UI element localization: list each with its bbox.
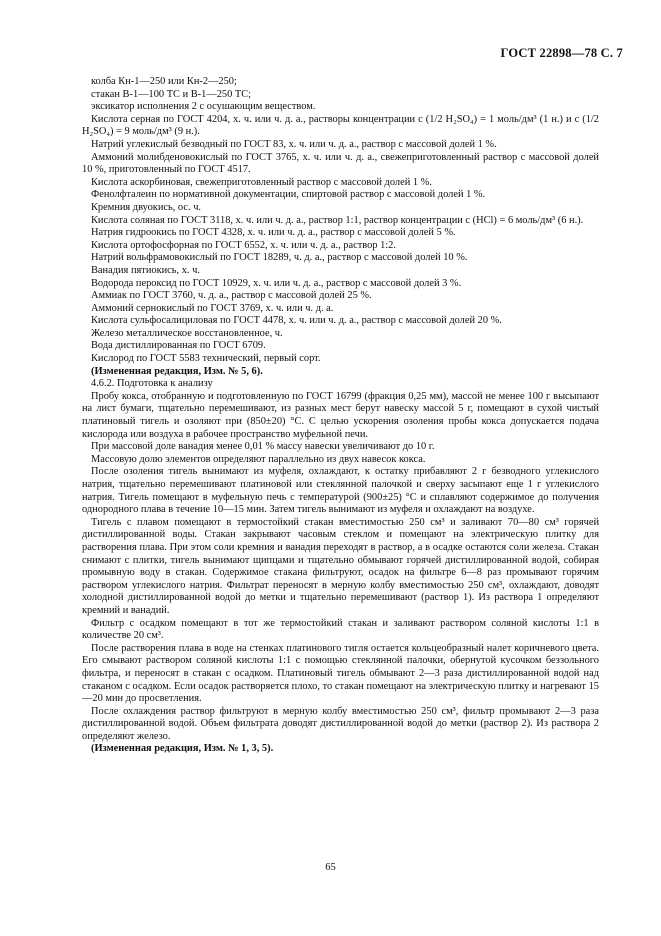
document-body bbox=[82, 76, 599, 756]
paragraph: 4.6.2. Подготовка к анализу bbox=[91, 378, 213, 390]
paragraph: После растворения плава в воде на стенках платинового тигля остается кольцеобразный налет коричневого цвета. Его смывают раствором соляной кислоты 1:1 с помощью стеклянной палочки, обернутой кусочком беззольного фильтра, и переносят в стакан с осадком. Платиновый тигель обмывают 2—3 раза дистиллированной водой над стаканом с осадком. Если осадок растворяется плохо, то стакан помещают на электрическую плитку и нагревают 15—20 мин до просветления. bbox=[82, 642, 599, 705]
paragraph: Аммиак по ГОСТ 3760, ч. д. а., раствор с массовой долей 25 %. bbox=[91, 290, 372, 302]
paragraph: Кислота серная по ГОСТ 4204, х. ч. или ч. д. а., растворы концентрации с (1/2 H₂SO₄) = 1 моль/дм³ (1 н.) и с (1/2 H₂SO₄) = 9 моль/дм³ (9 н.). bbox=[82, 113, 599, 138]
paragraph: Пробу кокса, отобранную и подготовленную по ГОСТ 16799 (фракция 0,25 мм), массой не менее 100 г высыпают на лист бумаги, тщательно перемешивают, из разных мест берут навеску массой 5 г, помещают в сухой чистый платиновый тигель и озоляют при (850±20) °С. С целью ускорения озоления пробы кокса допускается подача кислорода или воздуха в рабочее пространство муфельной печи. bbox=[82, 390, 599, 440]
paragraph: Кислород по ГОСТ 5583 технический, первый сорт. bbox=[91, 353, 321, 365]
paragraph: стакан В-1—100 ТС и В-1—250 ТС; bbox=[91, 88, 252, 100]
paragraph: После озоления тигель вынимают из муфеля, охлаждают, к остатку прибавляют 2 г безводного углекислого натрия, тщательно перемешивают платиновой или стеклянной палочкой и сверху засыпают еще 1 г углекислого натрия. Тигель помещают в муфельную печь с температурой (900±25) °С и сплавляют содержимое до получения однородного плава в течение 10—15 мин. Затем тигель вынимают из муфеля и охлаждают на воздухе. bbox=[82, 466, 599, 516]
paragraph: Аммоний молибденовокислый по ГОСТ 3765, х. ч. или ч. д. а., свежеприготовленный раствор с массовой долей 10 %, приготовленный по ГОСТ 4517. bbox=[82, 151, 599, 176]
paragraph: Железо металлическое восстановленное, ч. bbox=[91, 327, 283, 339]
paragraph: Натрий вольфрамовокислый по ГОСТ 18289, ч. д. а., раствор с массовой долей 10 %. bbox=[91, 252, 468, 264]
paragraph: колба Кн-1—250 или Кн-2—250; bbox=[91, 76, 237, 87]
paragraph: Кислота ортофосфорная по ГОСТ 6552, х. ч. или ч. д. а., раствор 1:2. bbox=[91, 239, 396, 251]
paragraph: Кислота соляная по ГОСТ 3118, х. ч. или ч. д. а., раствор 1:1, раствор концентрации с (HCl) = 6 моль/дм³ (6 н.). bbox=[91, 214, 584, 226]
page-header: ГОСТ 22898—78 С. 7 bbox=[500, 46, 623, 60]
paragraph: Натрия гидроокись по ГОСТ 4328, х. ч. или ч. д. а., раствор с массовой долей 5 %. bbox=[91, 227, 456, 239]
paragraph: Ванадия пятиокись, х. ч. bbox=[91, 264, 200, 276]
paragraph: При массовой доле ванадия менее 0,01 % массу навески увеличивают до 10 г. bbox=[91, 441, 435, 453]
amendment-note: (Измененная редакция, Изм. № 5, 6). bbox=[91, 365, 263, 377]
paragraph: Фильтр с осадком помещают в тот же термостойкий стакан и заливают раствором соляной кислоты 1:1 в количестве 20 см³. bbox=[82, 617, 599, 642]
paragraph: Кислота сульфосалициловая по ГОСТ 4478, х. ч. или ч. д. а., раствор с массовой долей 20 %. bbox=[91, 315, 502, 327]
paragraph: После охлаждения раствор фильтруют в мерную колбу вместимостью 250 см³, фильтр промывают 2—3 раза дистиллированной водой. Объем фильтрата доводят дистиллированной водой до метки (раствор 2). Из раствора 2 определяют железо. bbox=[82, 705, 599, 742]
paragraph: Кремния двуокись, ос. ч. bbox=[91, 201, 202, 213]
page-number: 65 bbox=[325, 862, 336, 873]
paragraph: Массовую долю элементов определяют параллельно из двух навесок кокса. bbox=[91, 453, 426, 465]
amendment-note: (Измененная редакция, Изм. № 1, 3, 5). bbox=[91, 743, 274, 755]
paragraph: Кислота аскорбиновая, свежеприготовленный раствор с массовой долей 1 %. bbox=[91, 176, 432, 188]
paragraph: Фенолфталеин по нормативной документации, спиртовой раствор с массовой долей 1 %. bbox=[91, 189, 486, 201]
paragraph: Водорода пероксид по ГОСТ 10929, х. ч. или ч. д. а., раствор с массовой долей 3 %. bbox=[91, 277, 462, 289]
paragraph: Аммоний сернокислый по ГОСТ 3769, х. ч. или ч. д. а. bbox=[91, 302, 334, 314]
paragraph: Тигель с плавом помещают в термостойкий стакан вместимостью 250 см³ и заливают 70—80 см³ горячей дистиллированной воды. Стакан закрывают часовым стеклом и помещают на электрическую плитку для растворения плава. При этом соли кремния и ванадия переходят в раствор, а в осадке остаются соли железа. Стакан снимают с плитки, тигель вынимают щипцами и тщательно обмывают горячей дистиллированной водой, собирая промывную воду в стакан. Содержимое стакана фильтруют, осадок на фильтре 6—8 раз промывают горячим раствором углекислого натрия. Фильтрат переносят в мерную колбу вместимостью 250 см³, охлаждают, доводят холодной дистиллированной водой до метки и тщательно перемешивают (раствор 1). Из раствора 1 определяют кремний и ванадий. bbox=[82, 516, 599, 616]
paragraph: эксикатор исполнения 2 с осушающим веществом. bbox=[91, 101, 316, 113]
paragraph: Вода дистиллированная по ГОСТ 6709. bbox=[91, 340, 266, 352]
paragraph: Натрий углекислый безводный по ГОСТ 83, х. ч. или ч. д. а., раствор с массовой долей 1 %. bbox=[91, 138, 497, 150]
